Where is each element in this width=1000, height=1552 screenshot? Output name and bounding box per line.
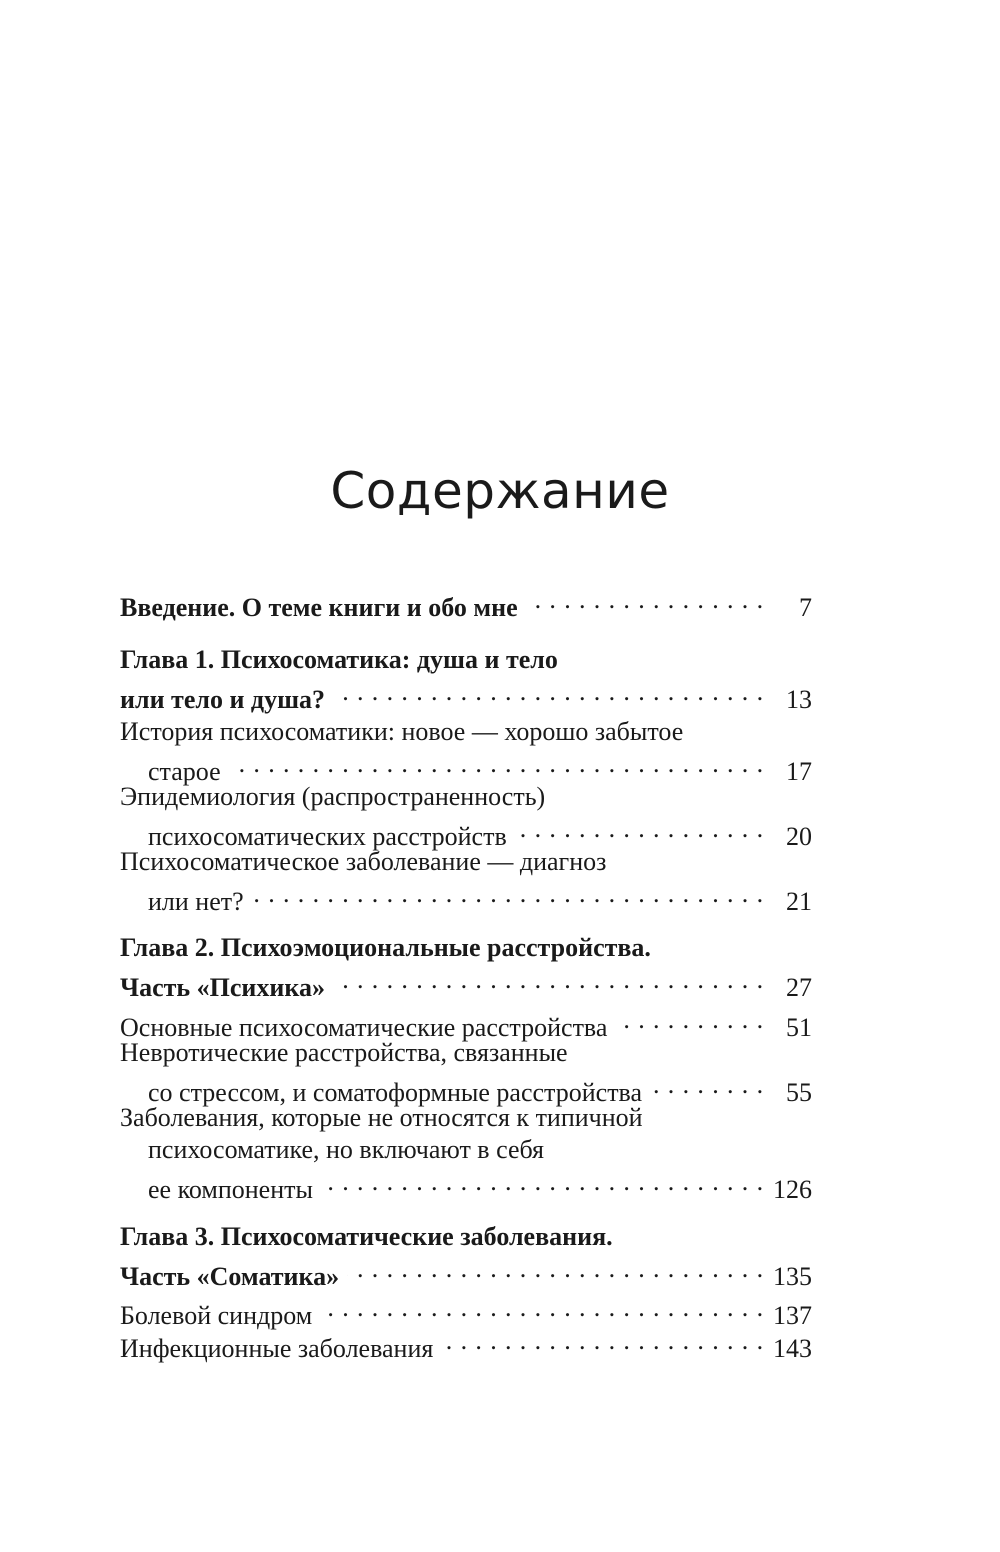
toc-line (120, 1325, 812, 1363)
toc-line (120, 1069, 812, 1107)
dot-leader (615, 1004, 764, 1036)
toc-line (120, 1134, 812, 1166)
toc-entry-title: Глава 3. Психосоматические заболевания. (120, 1222, 613, 1251)
toc-entry-title: Глава 1. Психосоматика: душа и тело (120, 645, 558, 674)
toc-line (120, 644, 812, 676)
toc-entry-section[interactable] (120, 1292, 812, 1330)
page-number: 135 (773, 1262, 812, 1291)
toc-entry-chapter-2[interactable] (120, 932, 812, 1002)
page-number: 137 (773, 1301, 812, 1330)
toc-entry-section[interactable] (120, 1102, 812, 1204)
toc-entry-title-continuation: или тело и душа? (120, 685, 326, 714)
toc-entry-section[interactable] (120, 846, 812, 916)
page-number: 55 (786, 1078, 812, 1107)
page-number: 21 (786, 887, 812, 916)
toc-line (120, 676, 812, 714)
toc-entry-section[interactable] (120, 1325, 812, 1363)
page-number: 7 (799, 593, 812, 622)
page-number: 27 (786, 973, 812, 1002)
toc-line (120, 716, 812, 748)
toc-entry-title-continuation: ее компоненты (148, 1175, 313, 1204)
toc-line (120, 781, 812, 813)
page-number: 13 (786, 685, 812, 714)
toc-entry-section[interactable] (120, 1037, 812, 1107)
toc-line (120, 878, 812, 916)
toc-line (120, 1037, 812, 1069)
toc-line (120, 846, 812, 878)
toc-entry-title: Основные психосоматические расстройства (120, 1013, 608, 1042)
toc-line (120, 1253, 812, 1291)
toc-entry-chapter-3[interactable] (120, 1221, 812, 1291)
toc-line (120, 1221, 812, 1253)
dot-leader (229, 748, 764, 780)
dot-leader (526, 584, 764, 616)
toc-line (120, 964, 812, 1002)
toc-line (120, 1166, 812, 1204)
page-title: Содержание (330, 462, 670, 520)
toc-entry-title: История психосоматики: новое — хорошо забытое (120, 717, 684, 746)
toc-entry-title: Психосоматическое заболевание — диагноз (120, 847, 607, 876)
page-number: 20 (786, 822, 812, 851)
toc-entry-section[interactable] (120, 1004, 812, 1042)
dot-leader (252, 878, 764, 910)
dot-leader (320, 1292, 764, 1324)
toc-line (120, 748, 812, 786)
toc-entry-title-continuation: Часть «Соматика» (120, 1262, 340, 1291)
toc-entry-title-continuation: психосоматике, но включают в себя (148, 1135, 545, 1164)
dot-leader (650, 1069, 764, 1101)
toc-entry-introduction[interactable] (120, 584, 812, 622)
toc-entry-title-continuation: или нет? (148, 887, 244, 916)
page-number: 143 (773, 1334, 812, 1363)
dot-leader (347, 1253, 764, 1285)
toc-line (120, 813, 812, 851)
toc-entry-section[interactable] (120, 781, 812, 851)
page-number: 51 (786, 1013, 812, 1042)
toc-entry-section[interactable] (120, 716, 812, 786)
dot-leader (333, 676, 764, 708)
page-number: 17 (786, 757, 812, 786)
dot-leader (333, 964, 764, 996)
toc-entry-title: Глава 2. Психоэмоциональные расстройства. (120, 933, 651, 962)
toc-line (120, 932, 812, 964)
toc-entry-title-continuation: старое (148, 757, 221, 786)
toc-entry-title-continuation: Часть «Психика» (120, 973, 325, 1002)
dot-leader (515, 813, 764, 845)
toc-entry-title-continuation: со стрессом, и соматоформные расстройства (148, 1078, 643, 1107)
toc-entry-title: Введение. О теме книги и обо мне (120, 593, 518, 622)
toc-line (120, 1102, 812, 1134)
toc-entry-title: Инфекционные заболевания (120, 1334, 434, 1363)
toc-entry-title: Заболевания, которые не относятся к типичной (120, 1103, 643, 1132)
toc-entry-chapter-1[interactable] (120, 644, 812, 714)
toc-entry-title: Эпидемиология (распространенность) (120, 782, 546, 811)
toc-entry-title: Болевой синдром (120, 1301, 313, 1330)
toc-line (120, 1292, 812, 1330)
toc-entry-title-continuation: психосоматических расстройств (148, 822, 507, 851)
dot-leader (321, 1166, 764, 1198)
dot-leader (441, 1325, 764, 1357)
toc-line (120, 1004, 812, 1042)
toc-entry-title: Невротические расстройства, связанные (120, 1038, 568, 1067)
toc-line (120, 584, 812, 622)
page-number: 126 (773, 1175, 812, 1204)
